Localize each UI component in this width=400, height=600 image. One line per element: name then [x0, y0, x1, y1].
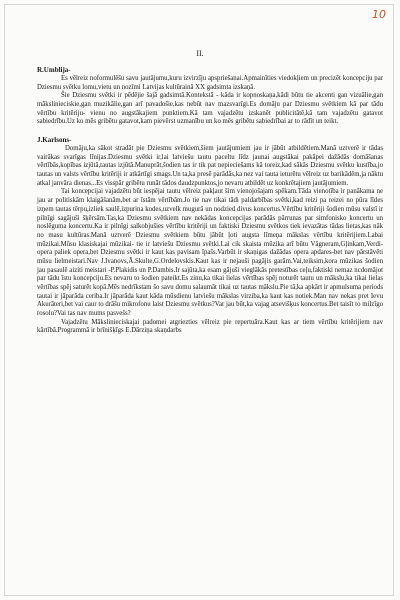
paragraph: Šie Dziesmu svētki ir pēdējie šajā gadsimtā.Kontekstā - kāda ir kopnoskaņa,kādi būtu tie akcenti gan vizuālie,gan mākslinieciskie,gan muzikālie,gan arī pavadošie,kas nebūt nav mazsvarīgi.Es domāju par Dziesmu svētkiem kā par tādu vērtību kritēriju- vienu no augstākajiem punktiem.Kā tam vajadzētu izskanēt publicitātē,kā tam vajadzētu gatavot sabiedrību.Uz ko mēs gribētu gatavot,kam pievērst uzmanību un ko mēs gribētu sabiedrībai ar to rādīt un teikt.	[37, 92, 383, 126]
transcript-body	[37, 66, 383, 336]
spacer	[37, 127, 383, 136]
speaker-name: R.Umblija-	[37, 66, 71, 74]
paragraph: Vajadzētu Mākslinieciskajai padomei atgriezties vēlreiz pie repertuāra.Kaut kas ar tiem vērtību kritērijiem nav kārtībā.Programmā ir brīnišķīgs E.Dārziņa skaņdarbs	[37, 318, 383, 335]
paragraph: Tai koncepcijai vajadzētu būt iespējai tautu vēlreiz pakļaut šim vienojošajam spēkam.Tāda vienotība ir panākama ne jau ar politiskām klaigāšanām,bet ar īstām vērtībām.Jo tie nav tikai tādi paldarbības svētki,kad reizi pa reizei no pūra līdes izņem tautas tērpu,izliek saulē,izpurina kodes,uzvelk mugurā un nodzied divus koncertus.Vērtību kritēriji šodien mūsu valstī ir pilnīgi sagājuši šķērsām.Tas,ka Dziesmu svētkiem nav nekādas koncepcijas parādās pārrunas par simfonisko koncertu un noslēguma koncertu.Ka ir pilnīgi salkobjušies vērtību kritēriji un faktiski Dziesmu svētkos tiek ievazātas tādas lietas,kas nāk no masu kultūras.Manā uztverē Dziesmu svētkiem būtu jābūt ļoti augsta līmeņa mākslas vērtību kritērijiem.Labai mūzikai.Mūsu klasiskajai mūzikai- tie ir latviešu Dziesmu svētki.Lai cik skaista mūzika arī būtu Vāgneram,Gļinkam,Verdi- opera paliek opera,bet Dziesmu svētki ir kaut kas pavisam īpašs.Varbūt ir skaņigas dažādas opera apdares-bet nav pārstāvēti mūsu lielmeistari.Nav J.Ivanovs,Ā.Skulte,G.Ordelovskis.Kaut kas ir nejauši pagājis garām.Vai,teiksim,kora mūzikas šodien jau pasaulē aiziti meistari -P.Plakidis un P.Dambis.Ir sajūta,ka esam gājuši vieglākās pretestības ceļu,faktiski nemaz ncdomājot par tādu īstu koncepciju.Es nevaru to šodien pateikt.Es zinu,ka tikai lielas vērtības spēj noturēt tautu un mākslu,ka tikai lielas vērtības spēj saturēt kopā.Mēs nedrīkstam šo savu domu salaumāt tikai uz tautas mākslu.Pie tā,ka apkārt ir apmulsuma periods tautai ir jāparāda ceriba.Ir jāparāda kaut kāda mūsdienu latviešu mākslas virziba,ka kaut kas notiek.Man nav nekas pret Ievu Akurāteri,bet vai caur to drāšu mikrofonu laist Dziesmu svētkus?Var jau būt,ka vajag atsevišķus koncertus.Bet taisīt to milzīgo rosolu?Vai tas nav mums pasvešs?	[37, 188, 383, 318]
paragraph: Domāju,ka sākot stradāt pie Dziesmu svētkiem,šiem jautājumiem jau ir jābūt atbildētiem.Manā uztverē ir tādas vairākas svarīgas līnijas.Dziesmu svētki ir,lai latviešu tautu paceltu līdz jaunai augstākai pakāpei dažādās domāšanas vērtībās,kopības izjūtā,tautas izjūtā.Manuprāt,šodien tas ir tik pat nepieciešams kā toreiz,kad sākās Dziesmu svētku kustība,jo tautas un valsts vērtību kritēriji ir atkārtīgi smags.Un ta,ka presē parādās,ka nez vai tauta ieturētu vēlreiz uz barikādēm,ja nāktu atkal janvāra dienas...Es visspār gribētu runāt tādos daudzpunktos,jo nevaru atbildēt uz konkrētajiem jautājumiem.	[37, 145, 383, 187]
handwritten-page-number: 10	[372, 8, 386, 21]
speaker-name: J.Karlsons-	[37, 136, 72, 145]
section-number: II.	[196, 49, 204, 58]
paragraph: Es vēlreiz noformulēšu savu jautājumu,kuru izvirzīju apspriešanai.Apmainīties viedokļiem un precizēt koncepciju par Dziesmu svētku lomu,vietu un nozīmi Latvijas kultūrainā XX gadsimta izskaņā.	[37, 74, 383, 91]
